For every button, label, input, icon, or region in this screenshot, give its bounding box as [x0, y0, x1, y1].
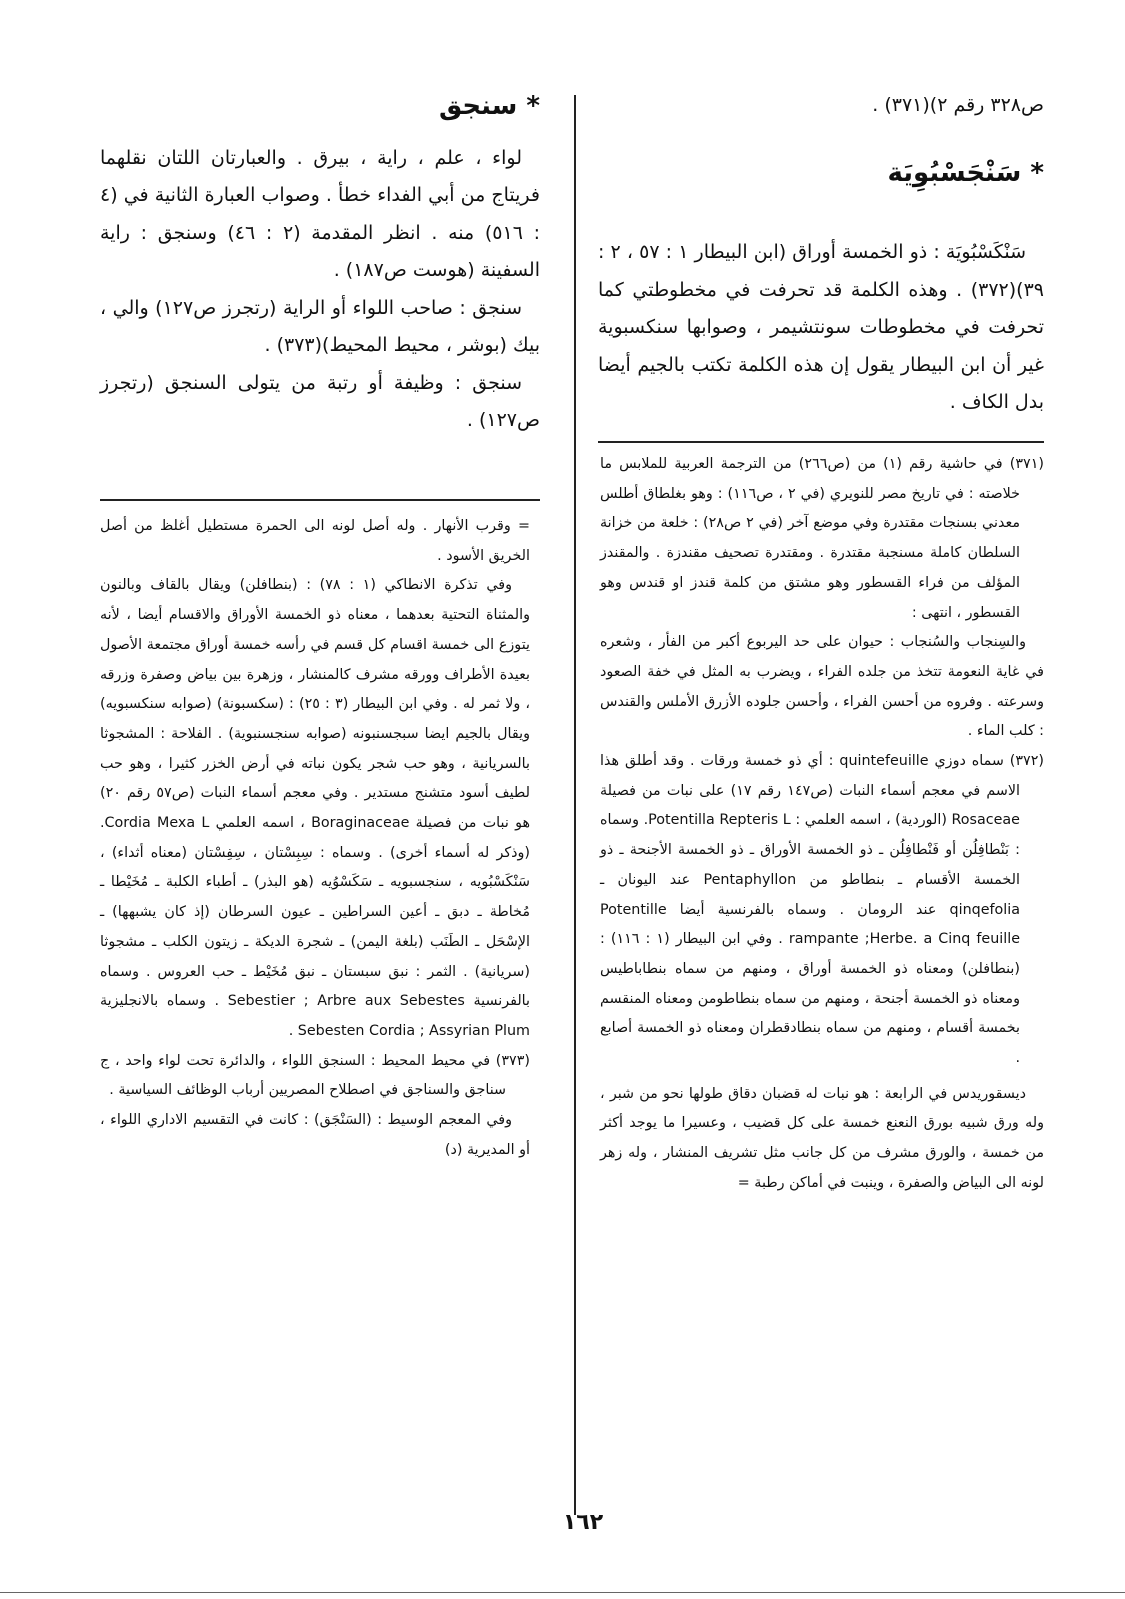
left-column-footnotes — [100, 512, 530, 1165]
footnote-continuation: = وقرب الأنهار . وله أصل لونه الى الحمرة مستطيل أغلظ من أصل الخريق الأسود . — [100, 518, 530, 564]
entry-heading-sanjasbawiya: * سَنْجَسْبُوِيَة — [887, 157, 1044, 188]
footnote-paragraph: ديسقوريدس في الرابعة : هو نبات له قضبان دقاق طولها نحو من شبر ، وله ورق شبيه بورق النعنع خمسة على كل قضيب ، وعسيرا ما يوجد أكثر من خمسة ، والورق مشرف من كل جانب مثل تشريف المنشار ، وله زهر لونه الى البياض والصفرة ، وينبت في أماكن رطبة = — [600, 1085, 1044, 1191]
entry-heading-sanjaq: * سنجق — [438, 91, 540, 121]
entry-paragraph: سنجق : وظيفة أو رتبة من يتولى السنجق (رتجرز ص١٢٧) . — [100, 371, 540, 431]
footnote-paragraph: وفي المعجم الوسيط : (السَنْجَق) : كانت في التقسيم الاداري اللواء ، أو المديرية (د) — [100, 1112, 530, 1158]
right-column-main — [598, 87, 1044, 422]
footnote-paragraph: وفي تذكرة الانطاكي (١ : ٧٨) : (بنطافلن) ويقال بالقاف وبالنون والمثناة التحتية بعدهما ، معناه ذو الخمسة الأوراق والاقسام أيضا ، لأنه يتوزع الى خمسة اقسام كل قسم في رأسه خمسة أوراق مجتمعة الأصول بعيدة الأطراف وورقه مشرف كالمنشار ، وزهرة بين بياض وصفرة وزرقه ، ولا ثمر له . وفي ابن البيطار (٣ : ٢٥) : (سكسبونة) (صوابه سنكسبويه) ويقال بالجيم ايضا سبجسنبونه (صوابه سنجسنبوية) . الفلاحة : المشجوثا بالسريانية ، وهو حب شجر يكون نباته في أرض الخزر كثيرا ، وهو حب لطيف أسود متشنج مستدير . وفي معجم أسماء النبات (ص٥٧ رقم ٢٠) هو نبات من فصيلة Boraginaceae ، اسمه العلمي Cordia Mexa L. (وذكر له أسماء أخرى) . وسماه : سِبِسْتان ، سِفِسْتان (معناه أثداء) ، سَنْكَسْبُويه ، سنجسبويه ـ سَكَسْوُيه (هو البذر) ـ أطباء الكلبة ـ مُخَيْطا ـ مُخاطة ـ دبق ـ أعين السراطين ـ عيون السرطان (إذ كان يشبهها) ـ الإسْحَل ـ الطَنَب (بلغة اليمن) ـ شجرة الديكة ـ زيتون الكلب ـ مشجوثا (سريانية) . الثمر : نبق سبستان ـ نبق مُخَيْط ـ حب العروس . وسماه بالفرنسية Sebestier ; Arbre aux Sebestes . وسماه بالانجليزية Sebesten Cordia ; Assyrian Plum . — [100, 577, 531, 1039]
footnote-separator-right — [598, 441, 1044, 443]
left-column-main — [100, 88, 540, 440]
entry-paragraph: سنجق : صاحب اللواء أو الراية (رتجرز ص١٢٧) والي ، بيك (بوشر ، محيط المحيط)(٣٧٣) . — [100, 296, 540, 356]
continuation-line: ص٣٢٨ رقم ٢)(٣٧١) . — [872, 94, 1044, 116]
footnote-separator-left — [100, 499, 540, 501]
right-column-footnotes — [600, 450, 1044, 1199]
entry-paragraph: سَنْكَسْبُويَة : ذو الخمسة أوراق (ابن البيطار ١ : ٥٧ ، ٢ : ٣٩)(٣٧٢) . وهذه الكلمة قد تحرفت في مخطوطتي كما تحرفت في مخطوطات سونتشيمر ، وصوابها سنكسبوية غير أن ابن البيطار يقول إن هذه الكلمة تكتب بالجيم أيضا بدل الكاف . — [598, 241, 1044, 413]
page-number: ١٦٢ — [562, 1510, 604, 1535]
column-divider — [574, 95, 576, 1515]
footnote-paragraph: والسِنجاب والسُنجاب : حيوان على حد اليربوع أكبر من الفأر ، وشعره في غاية النعومة تتخذ من جلده الفراء ، ويضرب به المثل في خفة الصعود وسرعته . وفروه من أحسن الفراء ، وأحسن جلوده الأزرق الأملس والقندس : كلب الماء . — [600, 634, 1044, 740]
scan-edge — [0, 1592, 1125, 1593]
footnote-371: (٣٧١) في حاشية رقم (١) من (ص٢٦٦) من الترجمة العربية للملابس ما خلاصته : في تاريخ مصر للنويري (في ٢ ، ص١١٦) : وهو بغلطاق أطلس معدني بسنجات مقتدرة وفي موضع آخر (في ٢ ص٢٨) : خلعة من خزانة السلطان كاملة مسنجبة مقتدرة . ومقتدرة تصحيف مقندزة . والمقندز المؤلف من فراء القسطور وهو مشتق من كلمة قندز او قندس وهو القسطور ، انتهى : — [600, 456, 1044, 621]
footnote-372: (٣٧٢) سماه دوزي quintefeuille : أي ذو خمسة ورقات . وقد أطلق هذا الاسم في معجم أسماء النبات (ص١٤٧ رقم ١٧) على نبات من فصيلة Rosaceae (الوردية) ، اسمه العلمي : Potentilla Repteris L. وسماه : بَنْطافِلُن أو فَنْطافِلُن ـ ذو الخمسة الأوراق ـ ذو الخمسة الأجنحة ـ ذو الخمسة الأقسام ـ بنطاطو من Pentaphyllon عند اليونان ـ qinqefolia عند الرومان . وسماه بالفرنسية أيضا Potentille rampante ;Herbe. a Cinq feuille . وفي ابن البيطار (١ : ١١٦) : (بنطافلن) ومعناه ذو الخمسة أوراق ، ومنهم من سماه بنطاباطيس ومعناه ذو الخمسة أجنحة ، ومنهم من سماه بنطاطومن ومعناه المنقسم بخمسة أقسام ، ومنهم من سماه بنطادقطران ومعناه ذو الخمسة أصابع . — [600, 753, 1044, 1067]
entry-paragraph: لواء ، علم ، راية ، بيرق . والعبارتان اللتان نقلهما فريتاج من أبي الفداء خطأ . وصواب العبارة الثانية في (٤ : ٥١٦) منه . انظر المقدمة (٢ : ٤٦) وسنجق : راية السفينة (هوست ص١٨٧) . — [100, 146, 541, 281]
footnote-373: (٣٧٣) في محيط المحيط : السنجق اللواء ، والدائرة تحت لواء واحد ، ج سناجق والسناجق في اصطلاح المصريين أرباب الوظائف السياسية . — [100, 1052, 530, 1099]
